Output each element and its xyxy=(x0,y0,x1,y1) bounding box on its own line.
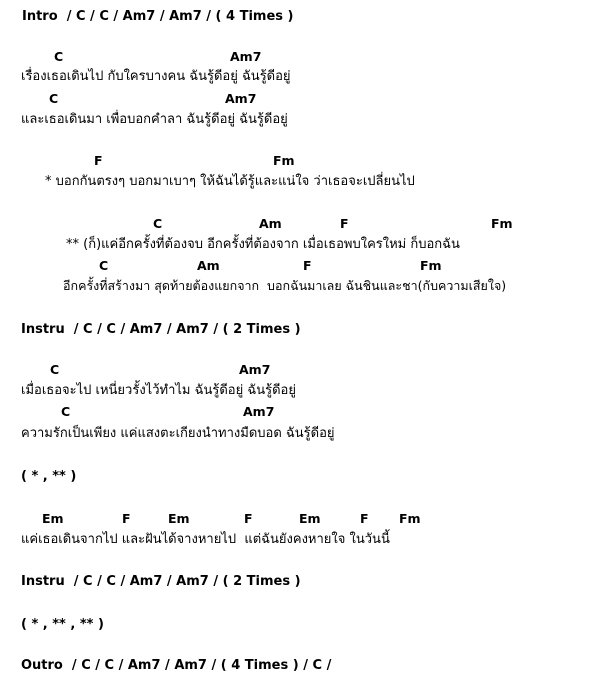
intro-line: Intro / C / C / Am7 / Am7 / ( 4 Times ) xyxy=(22,9,294,24)
chord: Am7 xyxy=(243,404,275,419)
lyric-line: อีกครั้งที่สร้างมา สุดท้ายต้องแยกจาก บอกฉันมาเลย ฉันชินและชา(กับความเสียใจ) xyxy=(63,278,507,293)
chord: Am7 xyxy=(230,49,262,64)
chord: C xyxy=(50,362,60,377)
chord: Am xyxy=(259,216,282,231)
chord: Em xyxy=(168,511,190,526)
lyric-line: เมื่อเธอจะไป เหนี่ยวรั้งไว้ทำไม ฉันรู้ดีอยู่ ฉันรู้ดีอยู่ xyxy=(21,383,296,398)
chord: Fm xyxy=(399,511,421,526)
lyric-line: และเธอเดินมา เพื่อบอกคำลา ฉันรู้ดีอยู่ ฉันรู้ดีอยู่ xyxy=(21,112,288,127)
lyric-line: ความรักเป็นเพียง แค่แสงตะเกียงนำทางมืดบอด ฉันรู้ดีอยู่ xyxy=(21,426,335,441)
lyric-line: ** (ก็)แค่อีกครั้งที่ต้องจบ อีกครั้งที่ต้องจาก เมื่อเธอพบใครใหม่ ก็บอกฉัน xyxy=(66,237,460,252)
chord: F xyxy=(340,216,349,231)
lyric-line: เรื่องเธอเดินไป กับใครบางคน ฉันรู้ดีอยู่ ฉันรู้ดีอยู่ xyxy=(21,69,291,84)
chord: F xyxy=(303,258,312,273)
repeat-marker: ( * , ** , ** ) xyxy=(21,617,104,632)
chord: Am7 xyxy=(225,91,257,106)
instru-line: Instru / C / C / Am7 / Am7 / ( 2 Times ) xyxy=(21,322,301,337)
chord: Em xyxy=(42,511,64,526)
chord: Fm xyxy=(420,258,442,273)
chord: F xyxy=(360,511,369,526)
chord: C xyxy=(61,404,71,419)
outro-line: Outro / C / C / Am7 / Am7 / ( 4 Times ) / C / xyxy=(21,658,332,673)
chord: C xyxy=(54,49,64,64)
lyric-line: แค่เธอเดินจากไป และฝันได้จางหายไป แต่ฉันยังคงหายใจ ในวันนี้ xyxy=(21,532,390,547)
chord: C xyxy=(99,258,109,273)
chord: Em xyxy=(299,511,321,526)
repeat-marker: ( * , ** ) xyxy=(21,469,77,484)
lyric-line: * บอกกันตรงๆ บอกมาเบาๆ ให้ฉันได้รู้และแน่ใจ ว่าเธอจะเปลี่ยนไป xyxy=(45,174,415,189)
chord: Fm xyxy=(273,153,295,168)
chord: C xyxy=(153,216,163,231)
instru-line: Instru / C / C / Am7 / Am7 / ( 2 Times ) xyxy=(21,574,301,589)
chord: Am7 xyxy=(239,362,271,377)
chord: Am xyxy=(197,258,220,273)
chord: F xyxy=(122,511,131,526)
chord: C xyxy=(49,91,59,106)
chord: Fm xyxy=(491,216,513,231)
chord: F xyxy=(244,511,253,526)
chord: F xyxy=(94,153,103,168)
